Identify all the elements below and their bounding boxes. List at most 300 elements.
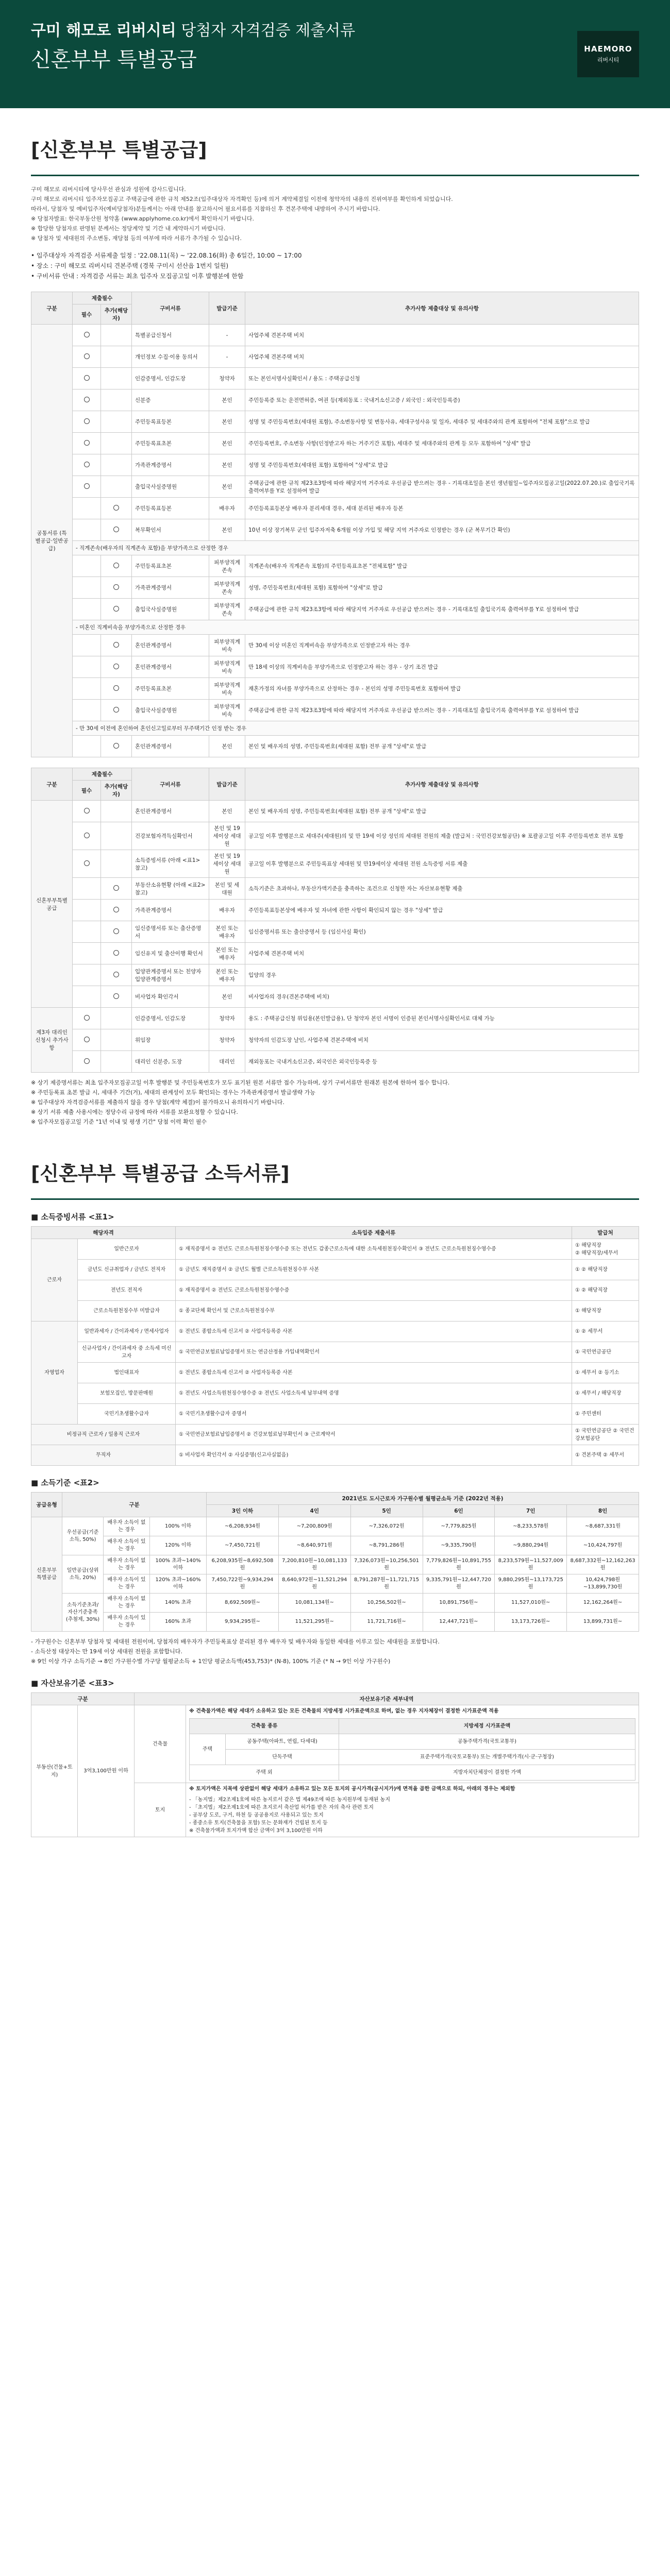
optional-cell <box>101 986 132 1008</box>
optional-cell <box>101 801 132 822</box>
note-cell: - 직계존속(배우자의 직계존속 포함)을 부양가족으로 산정한 경우 <box>73 541 639 555</box>
value-cell: 12,447,721원~ <box>423 1613 495 1632</box>
table-row <box>31 900 639 921</box>
value-cell: ~7,326,072원 <box>350 1517 423 1536</box>
group-cell: 제3자 대리인 신청시 추가사항 <box>31 1008 73 1073</box>
note-cell: 주택공급에 관한 규칙 제23조3항에 따라 해당지역 거주자로 우선공급 받으려는 경우 - 기록대조일 출입국기록 출력여부를 Y로 설정하여 발급 <box>245 700 639 721</box>
page-header <box>0 0 670 108</box>
circle-mark <box>113 993 119 999</box>
value-cell: 10,081,134원~ <box>278 1594 350 1613</box>
docs-cell: ① 비사업자 확인각서 ② 사실증명(신고사실없음) <box>176 1445 572 1466</box>
doc-cell: 부동산소유현황 (아래 <표2> 참고) <box>132 878 209 900</box>
pct-cell: 120% 이하 <box>150 1536 207 1555</box>
circle-mark <box>84 353 90 359</box>
land-item: - 「농지법」제2조제1호에 따른 농지로서 같은 법 제49조에 따른 농지원부에 등재된 농지 <box>189 1797 390 1803</box>
notice-line: ※ 당첨자 및 세대원의 주소변동, 재당첨 등의 여부에 따라 서류가 추가될 수 있습니다. <box>31 235 242 242</box>
table-row <box>31 346 639 368</box>
income-proof-table: 해당자격 소득입증 제출서류 발급처 근로자 일반근로자 ① 재직증명서 ② 전년도 근로소득원천징수영수증 또는 전년도 갑종근로소득에 대한 소득세원천징수확인서 ③ 전년도 근로소득원천징수영수증 ① 해당직장 ② 해당직장/세무서 금년도 신규취업자 / 금년도 전직자 ① 금년도 재직증명서 ② 금년도 월별 근로소득원천징수부 사본 ① ② 해당직장 전년도 전직자 ① 재직증명서 ② 전년도 근로소득원천징수영수증 ① ② 해당직장 근로소득원천징수부 미발급자 ① 종교단체 확인서 및 근로소득원천징수부 ① 해당직장 자영업자 일반과세자 / 간이과세자 / 면세사업자 ① 전년도 종합소득세 신고서 ② 사업자등록증 사본 ① ② 세무서 신규사업자 / 간이과세자 중 소득세 미신고자 ① 국민연금보험료납입증명서 또는 연금산정용 가입내역확인서 ① 국민연금공단 법인대표자 ① 전년도 종합소득세 신고서 ② 사업자등록증 사본 ① 세무서 ② 등기소 보험모집인, 방문판매원 ① 전년도 사업소득원천징수영수증 ② 전년도 사업소득세 납부내역 증명 ① 세무서 / 해당직장 국민기초생활수급자 ① 국민기초생활수급자 증명서 ① 주민센터 비정규직 근로자 / 일용직 근로자 ① 국민연금보험료납입증명서 ② 건강보험료납부확인서 ③ 근로계약서 ① 국민연금공단 ② 국민건강보험공단 무직자 ① 비사업자 확인각서 ② 사실증명(신고사실없음) ① 견본주택 ② 세무서 <box>31 1226 639 1466</box>
pct-cell: 100% 이하 <box>150 1517 207 1536</box>
income-note-line: - 가구원수는 신혼부부 당첨자 및 세대원 전원이며, 당첨자의 배우자가 주민등록표상 분리된 경우 배우자 및 배우자와 동일한 세대를 이루고 있는 세대원을 포함합니다. <box>31 1638 440 1645</box>
doc-cell: 인감증명서, 인감도장 <box>132 1008 209 1029</box>
table-row <box>31 1342 639 1363</box>
table-row <box>31 1260 639 1280</box>
required-cell <box>73 635 101 656</box>
issuer-cell: 본인 <box>209 411 245 433</box>
table-row <box>31 599 639 620</box>
doc-cell: 개인정보 수집·이용 동의서 <box>132 346 209 368</box>
value-cell: 10,424,798원~13,899,730원 <box>567 1574 639 1594</box>
required-cell <box>73 964 101 986</box>
note-cell: 공고일 이후 발행분으로 주민등록표상 세대원 및 만19세이상 세대원 전원 소득증빙 서류 제출 <box>245 850 639 878</box>
value-cell: 7,326,073원~10,256,501원 <box>350 1555 423 1574</box>
doc-cell: 임신유지 및 출산이행 확인서 <box>132 943 209 964</box>
type-cell: 신규사업자 / 간이과세자 중 소득세 미신고자 <box>78 1342 176 1363</box>
required-cell <box>73 1008 101 1029</box>
schedule-bullets <box>31 250 639 281</box>
optional-cell <box>101 599 132 620</box>
issuer-cell: 피부양직계존속 <box>209 599 245 620</box>
notice-line: ※ 합당한 당첨자로 판명된 분께서는 정당계약 및 기간 내 계약하시기 바랍니다. <box>31 225 226 232</box>
kind-cell: 공동주택(아파트, 연립, 다세대) <box>226 1734 339 1750</box>
note-cell: 성명 및 주민등록번호(세대원 포함) 포함하여 "상세"로 발급 <box>245 454 639 476</box>
optional-cell <box>101 736 132 757</box>
value-cell: 8,692,509원~ <box>207 1594 279 1613</box>
doc-cell: 가족관계증명서 <box>132 454 209 476</box>
issuer-cell: - <box>209 325 245 346</box>
issuer-cell: 피부양직계비속 <box>209 700 245 721</box>
type-cell: 일반근로자 <box>78 1239 176 1260</box>
footnote-line: ※ 주민등록표 초본 발급 시, 세대주 기간(거), 세대의 관계성이 모두 확인되는 경우는 가족관계증명서 발급생략 가능 <box>31 1089 315 1096</box>
note-row <box>31 541 639 555</box>
required-cell <box>73 986 101 1008</box>
table-row <box>31 1594 639 1613</box>
land-item: ※ 건축물가액과 토지가액 합산 금액이 3억 3,100만원 이하 <box>189 1828 323 1834</box>
note-cell: 비사업자의 경우(견본주택에 비치) <box>245 986 639 1008</box>
value-cell: ~7,200,809원 <box>278 1517 350 1536</box>
required-cell <box>73 1051 101 1073</box>
land-item: - 종중소유 토지(건축물을 포함) 또는 문화재가 건립된 토지 등 <box>189 1820 328 1826</box>
issuer-cell: ① 국민연금공단 ② 국민건강보험공단 <box>572 1425 639 1445</box>
required-cell <box>73 454 101 476</box>
circle-mark <box>84 440 90 446</box>
doc-cell: 주민등록표초본 <box>132 555 209 577</box>
required-cell <box>73 878 101 900</box>
required-cell <box>73 346 101 368</box>
value-cell: ~8,233,578원 <box>495 1517 567 1536</box>
income-criteria-table: 공급유형 구분 2021년도 도시근로자 가구원수별 월평균소득 기준 (2022년 적용) 3인 이하 4인 5인 6인 7인 8인 신혼부부 특별공급 우선공급(기준소득, 50%) 배우자 소득이 없는 경우 100% 이하 ~6,208,934원 ~7,200,809원 ~7,326,072원 ~7,779,825원 ~8,233,578원 ~8,687,331원 배우자 소득이 있는 경우 120% 이하 ~7,450,721원 ~8,640,971원 ~8,791,286원 ~9,335,790원 ~9,880,294원 ~10,424,797원 일반공급(상위소득, 20%) 배우자 소득이 없는 경우 100% 초과~140% 이하 6,208,935원~8,692,508원 7,200,810원~10,081,133원 7,326,073원~10,256,501원 7,779,826원~10,891,755원 8,233,579원~11,527,009원 8,687,332원~12,162,263원 배우자 소득이 있는 경우 120% 초과~160% 이하 7,450,722원~9,934,294원 8,640,972원~11,521,294원 8,791,287원~11,721,715원 9,335,791원~12,447,720원 9,880,295원~13,173,725원 10,424,798원~13,899,730원 소득기준초과/자산기준충족(추첨제, 30%) 배우자 소득이 없는 경우 140% 초과 8,692,509원~ 10,081,134원~ 10,256,502원~ 10,891,756원~ 11,527,010원~ 12,162,264원~ 배우자 소득이 있는 경우 160% 초과 9,934,295원~ 11,521,295원~ 11,721,716원~ 12,447,721원~ 13,173,726원~ 13,899,731원~ <box>31 1492 639 1632</box>
table-row <box>31 943 639 964</box>
required-cell <box>73 850 101 878</box>
income-note-line: ※ 9인 이상 가구 소득기준 → 8인 가구원수별 가구당 월평균소득 + 1인당 평균소득액(453,753)* (N-8), 100% 기준 (* N → 9인 이상 가구원수) <box>31 1658 391 1665</box>
cond-cell: 배우자 소득이 있는 경우 <box>104 1536 150 1555</box>
table-row <box>31 1301 639 1321</box>
value-cell: 9,880,295원~13,173,725원 <box>495 1574 567 1594</box>
notice-line: 구미 해모로 리버시티 입주자모집공고 주택공급에 관한 규칙 제52조(입주대상자 자격확인 등)에 의거 계약체결일 이전에 청약자의 내용의 진위여부를 확인하게 되었습니다. <box>31 196 453 202</box>
doc-cell: 혼인관계증명서 <box>132 736 209 757</box>
value-cell: ~8,791,286원 <box>350 1536 423 1555</box>
issuer-cell: 피부양직계비속 <box>209 678 245 700</box>
doc-cell: 특별공급신청서 <box>132 325 209 346</box>
issuer-cell: 본인 및 19세이상 세대원 <box>209 850 245 878</box>
required-cell <box>73 555 101 577</box>
table-row <box>31 498 639 519</box>
table-row <box>31 476 639 498</box>
table3-title: ■ 자산보유기준 <표3> <box>31 1677 639 1688</box>
qualification-docs-table: 구분 제출필수 구비서류 발급기준 추가사항 제출대상 및 유의사항 필수 추가(해당자) 공통서류 (특별공급·일반공급) 특별공급신청서 - 사업주체 견본주택 비치 개인정보 수집·이용 동의서 - 사업주체 견본주택 비치 인감증명서, 인감도장 청약자 또는 본인서명사실확인서 / 용도 : 주택공급신청 신분증 본인 주민등록증 또는 운전면허증, 여권 등(재외동포 : 국내거소신고증 / 외국인 : 외국인등록증) 주민등록표등본 본인 성명 및 주민등록번호(세대원 포함), 주소변동사항 및 변동사유, 세대구성사유 및 일자, 세대주 및 세대주와의 관계 포함하여 "전체 포함"으로 발급 주민등록표초본 본인 주민등록번호, 주소변동 사항(인정받고자 하는 거주기간 포함), 세대주 및 세대주와의 관계 등 모두 포함하여 "상세" 발급 가족관계증명서 본인 성명 및 주민등록번호(세대원 포함) 포함하여 "상세"로 발급 출입국사실증명원 본인 주택공급에 관한 규칙 제23조3항에 따라 해당지역 거주자로 우선공급 받으려는 경우 - 기록대조일을 본인 생년월일~입주자모집공고일(2022.07.20.)로 출입국기록 출력여부를 Y로 설정하여 발급 주민등록표등본 배우자 주민등록표등본상 배우자 분리세대 경우, 세대 분리된 배우자 등본 복무확인서 본인 10년 이상 장기복무 군인 입주자저축 6개월 이상 가입 및 해당 지역 거주자로 인정받는 경우 (군 복무기간 확인) - 직계존속(배우자의 직계존속 포함)을 부양가족으로 산정한 경우 주민등록표초본 피부양직계존속 직계존속(배우자 직계존속 포함)의 주민등록표초본 "전체포함" 발급 가족관계증명서 피부양직계존속 성명, 주민등록번호(세대원 포함) 포함하여 "상세"로 발급 출입국사실증명원 피부양직계존속 주택공급에 관한 규칙 제23조3항에 따라 해당지역 거주자로 우선공급 받으려는 경우 - 기록대조일 출입국기록 출력여부를 Y로 설정하여 발급 - 미혼인 직계비속을 부양가족으로 산정한 경우 혼인관계증명서 피부양직계비속 만 30세 이상 미혼인 직계비속을 부양가족으로 인정받고자 하는 경우 혼인관계증명서 피부양직계비속 만 18세 이상의 직계비속을 부양가족으로 인정받고자 하는 경우 - 상기 조건 발급 주민등록표초본 피부양직계비속 재혼가정의 자녀를 부양가족으로 산정하는 경우 - 본인의 성명 주민등록번호 포함하여 발급 출입국사실증명원 피부양직계비속 주택공급에 관한 규칙 제23조3항에 따라 해당지역 거주자로 우선공급 받으려는 경우 - 기록대조일 출입국기록 출력여부를 Y로 설정하여 발급 - 만 30세 이전에 혼인하여 혼인신고일로부터 무주택기간 인정 받는 경우 혼인관계증명서 본인 본인 및 배우자의 성명, 주민등록번호(세대원 포함) 전부 공개 "상세"로 발급 <box>31 292 639 757</box>
value-cell: 8,640,972원~11,521,294원 <box>278 1574 350 1594</box>
table-row <box>31 850 639 878</box>
required-cell <box>73 577 101 599</box>
issuer-cell: 본인 또는 배우자 <box>209 964 245 986</box>
optional-cell <box>101 1029 132 1051</box>
optional-cell <box>101 476 132 498</box>
required-cell <box>73 801 101 822</box>
doc-cell: 임신증명서류 또는 출산증명서 <box>132 921 209 943</box>
note-cell: 용도 : 주택공급신청 위임용(본인발급용), 단 청약자 본인 서명이 인증된 본인서명사실확인서로 대체 가능 <box>245 1008 639 1029</box>
land-item: - 「초지법」제2조제1호에 따른 초지로서 축산업 허가를 받은 자의 축사 관련 토지 <box>189 1805 374 1810</box>
type-cell: 금년도 신규취업자 / 금년도 전직자 <box>78 1260 176 1280</box>
optional-cell <box>101 1008 132 1029</box>
issuer-cell: 피부양직계비속 <box>209 635 245 656</box>
type-cell: 일반과세자 / 간이과세자 / 면세사업자 <box>78 1321 176 1342</box>
note-cell: 주택공급에 관한 규칙 제23조3항에 따라 해당지역 거주자로 우선공급 받으려는 경우 - 기록대조일 출입국기록 출력여부를 Y로 설정하여 발급 <box>245 599 639 620</box>
required-cell <box>73 599 101 620</box>
type-cell: 국민기초생활수급자 <box>78 1404 176 1425</box>
doc-cell: 대리인 신분증, 도장 <box>132 1051 209 1073</box>
circle-mark <box>113 505 119 511</box>
circle-mark <box>84 808 90 814</box>
table-row <box>31 736 639 757</box>
note-cell: 성명 및 주민등록번호(세대원 포함), 주소변동사항 및 변동사유, 세대구성사유 및 일자, 세대주 및 세대주와의 관계 포함하여 "전체 포함"으로 발급 <box>245 411 639 433</box>
note-cell: 직계존속(배우자 직계존속 포함)의 주민등록표초본 "전체포함" 발급 <box>245 555 639 577</box>
optional-cell <box>101 346 132 368</box>
doc-cell: 건강보험자격득실확인서 <box>132 822 209 850</box>
doc-cell: 주민등록표초본 <box>132 433 209 454</box>
table-row <box>31 656 639 678</box>
note-cell: 청약자의 인감도장 날인, 사업주체 견본주택에 비치 <box>245 1029 639 1051</box>
note-cell: 사업주체 견본주택 비치 <box>245 943 639 964</box>
optional-cell <box>101 433 132 454</box>
required-cell <box>73 900 101 921</box>
issuer-cell: 피부양직계비속 <box>209 656 245 678</box>
circle-mark <box>113 606 119 612</box>
issuer-cell: ① 세무서 / 해당직장 <box>572 1383 639 1404</box>
asset-criteria-table: 구분 자산보유기준 세부내역 부동산(건물+토지) 3억3,100만원 이하 건축물 ※ 건축물가액은 해당 세대가 소유하고 있는 모든 건축물의 지방세정 시가표준액으로 하며, 없는 경우 지자체장이 결정한 시가표준액 적용 건축물 종류 지방세정 시가표준액 주택 공동주택(아파트, 연립, 다세대) 공동주택가격(국토교통부) 단독주택 표준주택가격(국토교통부) 또는 개별주택가격(시·군·구청장) 주택 외 지방자치단체장이 결정한 가액 토지 ※ 토지가액은 지목에 상관없이 해당 세대가 소유하고 있는 모든 토지의 공시가격(공시지가)에 면적을 곱한 금액으로 하되, 아래의 경우는 제외함 - 「농지법」제2조제1호에 따른 농지로서 같은 법 제49조에 따른 농지원부에 등재된 농지 - 「초지법」제2조제1호에 따른 초지로서 축산업 허가를 받은 자의 축사 관련 토지 - 공부상 도로, 구거, 하천 등 공공용지로 사용되고 있는 토지 - 종중소유 토지(건축물을 포함) 또는 문화재가 건립된 토지 등 ※ 건축물가액과 토지가액 합산 금액이 3억 3,100만원 이하 <box>31 1692 639 1837</box>
table-row <box>31 1029 639 1051</box>
circle-mark <box>84 1015 90 1021</box>
note-cell: 공고일 이후 발행분으로 세대주(세대원)의 및 만 19세 이상 성인의 세대원 전원의 제출 (발급처 : 국민건강보험공단) ※ 포괄공고일 이후 주민등록번호 전부 포함 <box>245 822 639 850</box>
note-cell: 본인 및 배우자의 성명, 주민등록번호(세대원 포함) 전부 공개 "상세"로 발급 <box>245 736 639 757</box>
table-row <box>31 519 639 541</box>
section-title-special: [ 신혼부부 특별공급 ] <box>31 134 639 162</box>
optional-cell <box>101 635 132 656</box>
notice-line: 구미 해모로 리버시티에 당사무선 관심과 성원에 감사드립니다. <box>31 186 186 193</box>
building-value-table: 건축물 종류 지방세정 시가표준액 주택 공동주택(아파트, 연립, 다세대) 공동주택가격(국토교통부) 단독주택 표준주택가격(국토교통부) 또는 개별주택가격(시·군·구청장) 주택 외 지방자치단체장이 결정한 가액 <box>189 1718 635 1781</box>
section-special-supply <box>0 134 670 1127</box>
header-subtitle: 구미 해모로 리버시티 당첨자 자격검증 제출서류 <box>31 22 356 40</box>
value-cell: ~6,208,934원 <box>207 1517 279 1536</box>
docs-cell: ① 전년도 종합소득세 신고서 ② 사업자등록증 사본 <box>176 1321 572 1342</box>
required-cell <box>73 433 101 454</box>
required-cell <box>73 389 101 411</box>
required-cell <box>73 411 101 433</box>
group-cell: 우선공급(기준소득, 50%) <box>62 1517 104 1555</box>
issuer-cell: 본인 <box>209 476 245 498</box>
schedule-bullet: • 구비서류 안내 : 자격검증 서류는 최초 입주자 모집공고일 이후 발행분에 한함 <box>31 273 244 280</box>
issuer-cell: ① 해당직장 ② 해당직장/세무서 <box>572 1239 639 1260</box>
value-cell: 10,256,502원~ <box>350 1594 423 1613</box>
issuer-cell: - <box>209 346 245 368</box>
optional-cell <box>101 498 132 519</box>
note-cell: 재외동포는 국내거소신고증, 외국인은 외국인등록증 등 <box>245 1051 639 1073</box>
optional-cell <box>101 519 132 541</box>
note-cell: 만 30세 이상 미혼인 직계비속을 부양가족으로 인정받고자 하는 경우 <box>245 635 639 656</box>
table-row <box>31 1051 639 1073</box>
value-cell: ~7,779,825원 <box>423 1517 495 1536</box>
table-row <box>31 801 639 822</box>
required-cell <box>73 656 101 678</box>
required-cell <box>73 325 101 346</box>
optional-cell <box>101 368 132 389</box>
note-cell: 사업주체 견본주택 비치 <box>245 346 639 368</box>
note-row <box>31 620 639 635</box>
required-cell <box>73 700 101 721</box>
table-row <box>31 577 639 599</box>
notice-text <box>31 184 639 243</box>
optional-cell <box>101 411 132 433</box>
required-cell <box>73 678 101 700</box>
value-cell: 9,335,791원~12,447,720원 <box>423 1574 495 1594</box>
value-cell: ~8,687,331원 <box>567 1517 639 1536</box>
doc-cell: 주민등록표등본 <box>132 411 209 433</box>
std-cell: 공동주택가격(국토교통부) <box>339 1734 635 1750</box>
note-cell: 사업주체 견본주택 비치 <box>245 325 639 346</box>
value-cell: ~8,640,971원 <box>278 1536 350 1555</box>
doc-cell: 출입국사실증명원 <box>132 599 209 620</box>
table-row <box>31 411 639 433</box>
table-row <box>31 1280 639 1301</box>
doc-cell: 신분증 <box>132 389 209 411</box>
note-cell: - 만 30세 이전에 혼인하여 혼인신고일로부터 무주택기간 인정 받는 경우 <box>73 721 639 736</box>
table-row <box>31 1008 639 1029</box>
circle-mark <box>84 860 90 866</box>
circle-mark <box>84 332 90 337</box>
group-cell: 일반공급(상위소득, 20%) <box>62 1555 104 1594</box>
docs-cell: ① 전년도 종합소득세 신고서 ② 사업자등록증 사본 <box>176 1363 572 1383</box>
std-cell: 표준주택가격(국토교통부) 또는 개별주택가격(시·군·구청장) <box>339 1750 635 1765</box>
value-cell: 8,233,579원~11,527,009원 <box>495 1555 567 1574</box>
pct-cell: 160% 초과 <box>150 1613 207 1632</box>
issuer-cell: 배우자 <box>209 900 245 921</box>
doc-cell: 주민등록표초본 <box>132 678 209 700</box>
note-row <box>31 721 639 736</box>
table-row <box>31 1404 639 1425</box>
circle-mark <box>113 907 119 912</box>
note-cell: 또는 본인서명사실확인서 / 용도 : 주택공급신청 <box>245 368 639 389</box>
optional-cell <box>101 454 132 476</box>
value-cell: 12,162,264원~ <box>567 1594 639 1613</box>
doc-cell: 입양관계증명서 또는 친양자입양관계증명서 <box>132 964 209 986</box>
group-cell: 비정규직 근로자 / 일용직 근로자 <box>31 1425 176 1445</box>
issuer-cell: 본인 <box>209 519 245 541</box>
table2-title: ■ 소득기준 <표2> <box>31 1477 639 1488</box>
value-cell: 7,779,826원~10,891,755원 <box>423 1555 495 1574</box>
docs-cell: ① 금년도 재직증명서 ② 금년도 월별 근로소득원천징수부 사본 <box>176 1260 572 1280</box>
note-cell: 주민등록표등본상에 배우자 및 자녀에 관한 사항이 확인되지 않는 경우 "상세" 발급 <box>245 900 639 921</box>
section-title-income: [ 신혼부부 특별공급 소득서류 ] <box>31 1158 639 1186</box>
required-cell <box>73 498 101 519</box>
optional-cell <box>101 389 132 411</box>
group-cell: 근로자 <box>31 1239 78 1321</box>
docs-cell: ① 국민연금보험료납입증명서 ② 건강보험료납부확인서 ③ 근로계약서 <box>176 1425 572 1445</box>
doc-cell: 혼인관계증명서 <box>132 635 209 656</box>
notice-line: 따라서, 당첨자 및 예비입주자(예비당첨자)분들께서는 아래 안내를 참고하시어 필요서류를 지참하신 후 견본주택에 내방하여 주시기 바랍니다. <box>31 206 380 212</box>
circle-mark <box>84 483 90 489</box>
optional-cell <box>101 878 132 900</box>
note-cell: 만 18세 이상의 직계비속을 부양가족으로 인정받고자 하는 경우 - 상기 조건 발급 <box>245 656 639 678</box>
issuer-cell: 청약자 <box>209 1029 245 1051</box>
doc-cell: 출입국사실증명원 <box>132 476 209 498</box>
circle-mark <box>113 885 119 891</box>
optional-cell <box>101 700 132 721</box>
table-row <box>31 1383 639 1404</box>
value-cell: 8,791,287원~11,721,715원 <box>350 1574 423 1594</box>
value-cell: 11,527,010원~ <box>495 1594 567 1613</box>
land-item: - 공부상 도로, 구거, 하천 등 공공용지로 사용되고 있는 토지 <box>189 1812 324 1818</box>
optional-cell <box>101 822 132 850</box>
table-row <box>31 921 639 943</box>
value-cell: 10,891,756원~ <box>423 1594 495 1613</box>
note-cell: 소득기준은 초과하나, 부동산가액기준을 충족하는 조건으로 신청한 자는 자산보유현황 제출 <box>245 878 639 900</box>
type-cell: 법인대표자 <box>78 1363 176 1383</box>
doc-cell: 출입국사실증명원 <box>132 700 209 721</box>
doc-cell: 주민등록표등본 <box>132 498 209 519</box>
table-row <box>31 433 639 454</box>
value-cell: 9,934,295원~ <box>207 1613 279 1632</box>
table-row <box>31 1321 639 1342</box>
doc-cell: 혼인관계증명서 <box>132 801 209 822</box>
note-cell: 성명, 주민등록번호(세대원 포함) 포함하여 "상세"로 발급 <box>245 577 639 599</box>
circle-mark <box>113 642 119 648</box>
circle-mark <box>113 664 119 669</box>
value-cell: 7,450,722원~9,934,294원 <box>207 1574 279 1594</box>
issuer-cell: 본인 <box>209 736 245 757</box>
issuer-cell: 본인 및 19세이상 세대원 <box>209 822 245 850</box>
group-cell: 공통서류 (특별공급·일반공급) <box>31 325 73 757</box>
table1-title: ■ 소득증빙서류 <표1> <box>31 1211 639 1222</box>
group-cell: 무직자 <box>31 1445 176 1466</box>
value-cell: 8,687,332원~12,162,263원 <box>567 1555 639 1574</box>
issuer-cell: 본인 <box>209 801 245 822</box>
issuer-cell: 피부양직계존속 <box>209 555 245 577</box>
pct-cell: 120% 초과~160% 이하 <box>150 1574 207 1594</box>
footnote-line: ※ 입주자모집공고일 기준 "1년 이내 및 평생 기간" 당첨 이력 확인 필수 <box>31 1118 207 1125</box>
circle-mark <box>84 375 90 381</box>
income-note-line: - 소득산정 대상자는 만 19세 이상 세대원 전원을 포함합니다. <box>31 1648 182 1655</box>
doc-cell: 혼인관계증명서 <box>132 656 209 678</box>
issuer-cell: 청약자 <box>209 368 245 389</box>
circle-mark <box>113 950 119 956</box>
table-row <box>31 1445 639 1466</box>
haemoro-logo: HAEMORO 리버시티 <box>577 31 639 77</box>
doc-cell: 소득증빙서류 (아래 <표1> 참고) <box>132 850 209 878</box>
special-supply-docs-table: 구분 제출필수 구비서류 발급기준 추가사항 제출대상 및 유의사항 필수 추가(해당자) 신혼부부특별공급 혼인관계증명서 본인 본인 및 배우자의 성명, 주민등록번호(세대원 포함) 전부 공개 "상세"로 발급 건강보험자격득실확인서 본인 및 19세이상 세대원 공고일 이후 발행분으로 세대주(세대원)의 및 만 19세 이상 성인의 세대원 전원의 제출 (발급처 : 국민건강보험공단) ※ 포괄공고일 이후 주민등록번호 전부 포함 소득증빙서류 (아래 <표1> 참고) 본인 및 19세이상 세대원 공고일 이후 발행분으로 주민등록표상 세대원 및 만19세이상 세대원 전원 소득증빙 서류 제출 부동산소유현황 (아래 <표2> 참고) 본인 및 세대원 소득기준은 초과하나, 부동산가액기준을 충족하는 조건으로 신청한 자는 자산보유현황 제출 가족관계증명서 배우자 주민등록표등본상에 배우자 및 자녀에 관한 사항이 확인되지 않는 경우 "상세" 발급 임신증명서류 또는 출산증명서 본인 또는 배우자 임신증명서류 또는 출산증명서 등 (임신사실 확인) 임신유지 및 출산이행 확인서 본인 또는 배우자 사업주체 견본주택 비치 입양관계증명서 또는 친양자입양관계증명서 본인 또는 배우자 입양의 경우 비사업자 확인각서 본인 비사업자의 경우(견본주택에 비치) 제3자 대리인 신청시 추가사항 인감증명서, 인감도장 청약자 용도 : 주택공급신청 위임용(본인발급용), 단 청약자 본인 서명이 인증된 본인서명사실확인서로 대체 가능 위임장 청약자 청약자의 인감도장 날인, 사업주체 견본주택에 비치 대리인 신분증, 도장 대리인 재외동포는 국내거소신고증, 외국인은 외국인등록증 등 <box>31 768 639 1073</box>
issuer-cell: ① 견본주택 ② 세무서 <box>572 1445 639 1466</box>
doc-cell: 위임장 <box>132 1029 209 1051</box>
footnote-line: ※ 상기 서류 제출 사용시에는 정당수리 규정에 따라 서류를 보완요청할 수 있습니다. <box>31 1109 238 1115</box>
footnote-line: ※ 입주대상자 자격검증서류를 제출하지 않을 경우 당첨(계약 체결)이 불가하오니 유의하시기 바랍니다. <box>31 1099 284 1106</box>
required-cell <box>73 1029 101 1051</box>
footnotes <box>31 1078 639 1127</box>
table-row <box>31 678 639 700</box>
issuer-cell: ① 해당직장 <box>572 1301 639 1321</box>
value-cell: ~9,335,790원 <box>423 1536 495 1555</box>
kind-cell: 단독주택 <box>226 1750 339 1765</box>
circle-mark <box>84 1037 90 1042</box>
issuer-cell: 본인 및 세대원 <box>209 878 245 900</box>
required-cell <box>73 736 101 757</box>
cond-cell: 배우자 소득이 없는 경우 <box>104 1594 150 1613</box>
std-cell: 지방자치단체장이 결정한 가액 <box>339 1765 635 1781</box>
doc-cell: 복무확인서 <box>132 519 209 541</box>
table-row <box>31 822 639 850</box>
required-cell <box>73 519 101 541</box>
doc-cell: 인감증명서, 인감도장 <box>132 368 209 389</box>
notice-line: ※ 당첨자발표: 한국부동산원 청약홈 (www.applyhome.co.kr)에서 확인하시기 바랍니다. <box>31 215 255 222</box>
note-cell: 본인 및 배우자의 성명, 주민등록번호(세대원 포함) 전부 공개 "상세"로 발급 <box>245 801 639 822</box>
pct-cell: 100% 초과~140% 이하 <box>150 1555 207 1574</box>
table-row <box>31 389 639 411</box>
doc-cell: 가족관계증명서 <box>132 900 209 921</box>
table-row <box>31 1536 639 1555</box>
table-row <box>190 1750 635 1765</box>
table-row <box>31 1363 639 1383</box>
doc-cell: 가족관계증명서 <box>132 577 209 599</box>
docs-cell: ① 전년도 사업소득원천징수영수증 ② 전년도 사업소득세 납부내역 증명 <box>176 1383 572 1404</box>
circle-mark <box>113 928 119 934</box>
docs-cell: ① 재직증명서 ② 전년도 근로소득원천징수영수증 <box>176 1280 572 1301</box>
circle-mark <box>84 833 90 838</box>
optional-cell <box>101 964 132 986</box>
optional-cell <box>101 1051 132 1073</box>
group-cell: 소득기준초과/자산기준충족(추첨제, 30%) <box>62 1594 104 1632</box>
note-cell: 10년 이상 장기복무 군인 입주자저축 6개월 이상 가입 및 해당 지역 거주자로 인정받는 경우 (군 복무기간 확인) <box>245 519 639 541</box>
table-row <box>31 1574 639 1594</box>
issuer-cell: 본인 <box>209 389 245 411</box>
schedule-bullet: • 장소 : 구미 해모로 리버시티 견본주택 (경북 구미시 선산읍 1번지 일원) <box>31 262 229 269</box>
value-cell: ~9,880,294원 <box>495 1536 567 1555</box>
issuer-cell: 본인 <box>209 986 245 1008</box>
issuer-cell: ① ② 세무서 <box>572 1321 639 1342</box>
optional-cell <box>101 943 132 964</box>
optional-cell <box>101 900 132 921</box>
table-row <box>31 325 639 346</box>
cond-cell: 배우자 소득이 있는 경우 <box>104 1613 150 1632</box>
note-cell: 입양의 경우 <box>245 964 639 986</box>
issuer-cell: 피부양직계존속 <box>209 577 245 599</box>
footnote-line: ※ 상기 제증명서류는 최초 입주자모집공고일 이후 발행분 및 주민등록번호가 모두 표기된 원본 서류만 접수 가능하며, 상기 구비서류만 원래본 원본에 한하여 접수 합니다. <box>31 1079 450 1086</box>
optional-cell <box>101 325 132 346</box>
circle-mark <box>84 462 90 467</box>
table-row <box>31 986 639 1008</box>
schedule-bullet: • 입주대상자 자격검증 서류제출 일정 : '22.08.11(목) ~ '22.08.16(화) 총 6일간, 10:00 ~ 17:00 <box>31 252 302 259</box>
optional-cell <box>101 921 132 943</box>
circle-mark <box>113 527 119 532</box>
section-income-docs <box>0 1158 670 1837</box>
table-row <box>31 1517 639 1536</box>
required-cell <box>73 921 101 943</box>
issuer-cell: 본인 <box>209 433 245 454</box>
